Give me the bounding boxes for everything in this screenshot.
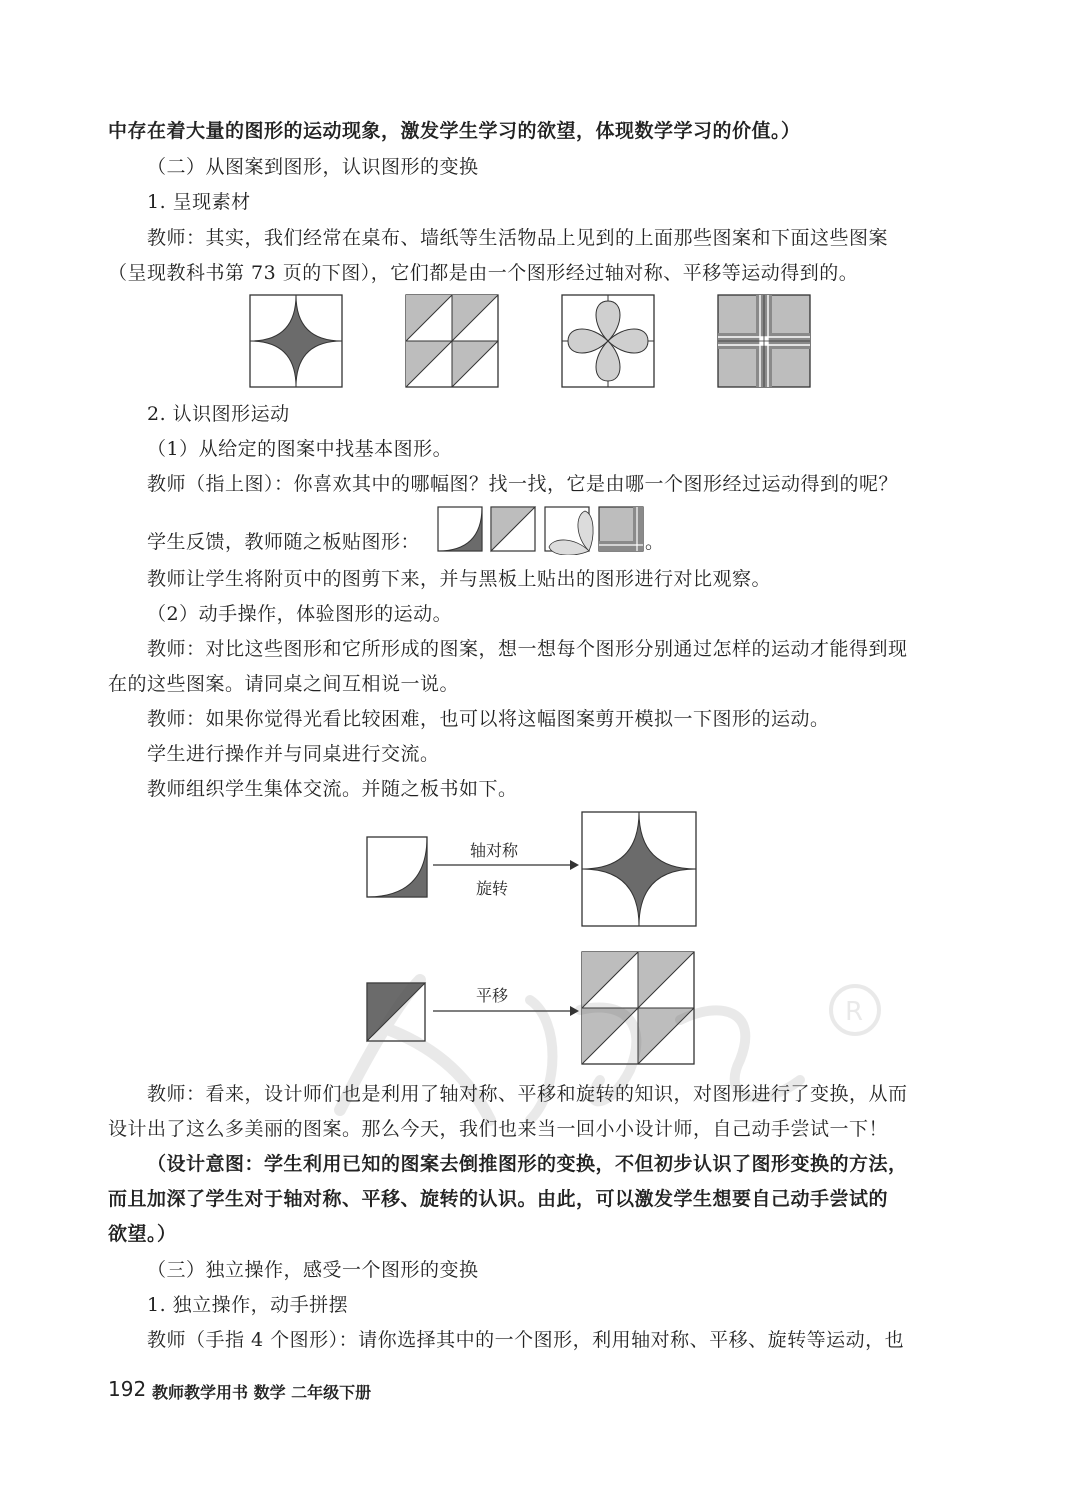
design-intent-line-2: 而且加深了学生对于轴对称、平移、旋转的认识。由此，可以激发学生想要自己动手尝试的 (108, 1188, 889, 1210)
page-number: 192 (108, 1377, 147, 1401)
text-line-teacher-3b: 在的这些图案。请同桌之间互相说一说。 (108, 673, 460, 695)
text-line-students-operate: 学生进行操作并与同桌进行交流。 (147, 743, 440, 765)
text-line-teacher-2: 教师（指上图）：你喜欢其中的哪幅图？找一找，它是由哪一个图形经过运动得到的呢？ (147, 473, 899, 495)
text-line-find-basic: （1）从给定的图案中找基本图形。 (147, 438, 453, 460)
subheading-independent-op: 1. 独立操作，动手拼摆 (147, 1294, 349, 1316)
section-heading-2: （二）从图案到图形，认识图形的变换 (147, 156, 479, 178)
pattern-plaid (718, 295, 810, 387)
basic-shapes-row (437, 505, 649, 555)
subheading-present-material: 1. 呈现素材 (147, 191, 251, 213)
svg-text:R: R (845, 997, 864, 1027)
text-line-organize: 教师组织学生集体交流。并随之板书如下。 (147, 778, 518, 800)
text-line-1: 中存在着大量的图形的运动现象，激发学生学习的欲望，体现数学学习的价值。） (108, 120, 801, 142)
section-heading-3: （三）独立操作，感受一个图形的变换 (147, 1259, 479, 1281)
text-line-cut-compare: 教师让学生将附页中的图剪下来，并与黑板上贴出的图形进行对比观察。 (147, 568, 772, 590)
text-line-teacher-1: 教师：其实，我们经常在桌布、墙纸等生活物品上见到的上面那些图案和下面这些图案 (147, 227, 889, 249)
text-line-hands-on: （2）动手操作，体验图形的运动。 (147, 603, 453, 625)
patterns-row (248, 293, 818, 389)
label-rotation: 旋转 (476, 879, 509, 898)
tile-triangle (491, 507, 535, 551)
text-line-teacher-1b: （呈现教科书第 73 页的下图），它们都是由一个图形经过轴对称、平移等运动得到的。 (108, 262, 859, 284)
tile-petal (545, 507, 593, 555)
subheading-recognize-motion: 2. 认识图形运动 (147, 403, 290, 425)
pattern-star (250, 295, 342, 387)
transform-diagram-star (365, 810, 700, 930)
text-line-feedback: 学生反馈，教师随之板贴图形： (147, 531, 421, 553)
design-intent-line-3: 欲望。） (108, 1223, 177, 1245)
pattern-triangles (406, 295, 498, 387)
text-line-teacher-5b: 设计出了这么多美丽的图案。那么今天，我们也来当一回小小设计师，自己动手尝试一下！ (108, 1118, 889, 1140)
feedback-period: 。 (645, 531, 665, 553)
tile-quarter-curve (438, 507, 482, 551)
label-reflection: 轴对称 (470, 841, 519, 860)
tile-plaid (599, 507, 643, 551)
text-line-teacher-3: 教师：对比这些图形和它所形成的图案，想一想每个图形分别通过怎样的运动才能得到现 (147, 638, 908, 660)
book-title: 教师教学用书 数学 二年级下册 (152, 1383, 372, 1402)
label-translation: 平移 (476, 986, 509, 1005)
pattern-petals (562, 295, 654, 387)
text-line-teacher-5: 教师：看来，设计师们也是利用了轴对称、平移和旋转的知识，对图形进行了变换，从而 (147, 1083, 908, 1105)
text-line-teacher-6: 教师（手指 4 个图形）：请你选择其中的一个图形，利用轴对称、平移、旋转等运动，也 (147, 1329, 905, 1351)
text-line-teacher-4: 教师：如果你觉得光看比较困难，也可以将这幅图案剪开模拟一下图形的运动。 (147, 708, 830, 730)
design-intent-line-1: （设计意图：学生利用已知的图案去倒推图形的变换，不但初步认识了图形变换的方法， (147, 1153, 908, 1175)
